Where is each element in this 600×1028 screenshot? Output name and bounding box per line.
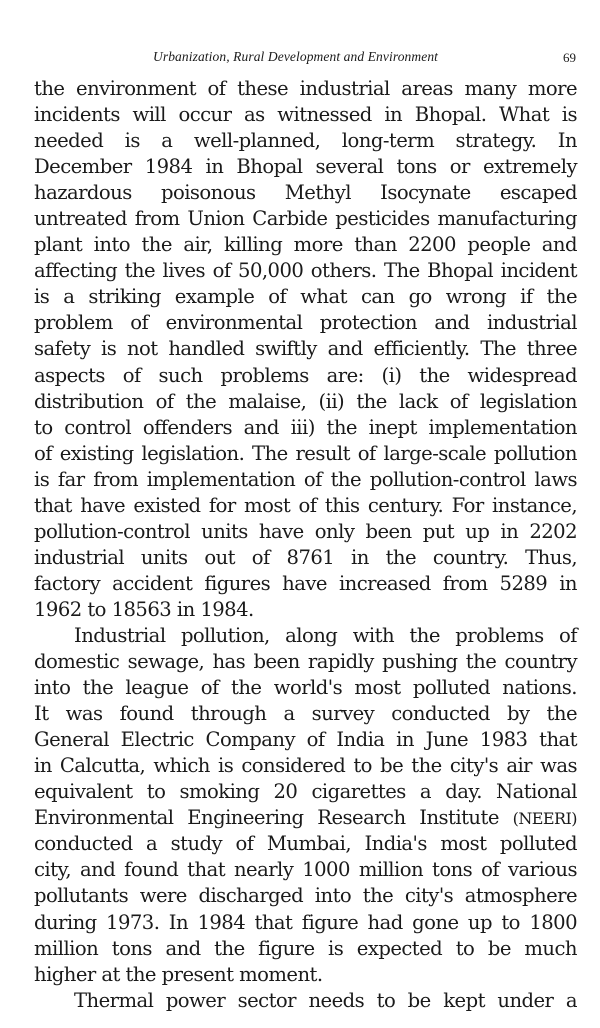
text-line: in Calcutta, which is considered to be the city's air was	[34, 754, 577, 778]
text-line: factory accident figures have increased from 5289 in	[34, 571, 577, 595]
text-line: is far from implementation of the pollution-control laws	[34, 467, 577, 491]
text-line: pollution-control units have only been put up in 2202	[34, 519, 577, 543]
text-line: million tons and the figure is expected to be much	[34, 936, 577, 960]
running-title: Urbanization, Rural Development and Environment	[153, 49, 439, 64]
text-segment: Environmental Engineering Research Institute	[34, 806, 499, 830]
text-line: It was found through a survey conducted by the	[34, 702, 577, 726]
text-line: distribution of the malaise, (ii) the lack of legislation	[34, 389, 577, 413]
text-line: untreated from Union Carbide pesticides manufacturing	[34, 207, 577, 231]
text-line: aspects of such problems are: (i) the widespread	[34, 363, 577, 387]
text-line: plant into the air, killing more than 2200 people and	[34, 233, 577, 257]
text-line: domestic sewage, has been rapidly pushing the country	[34, 650, 577, 674]
text-line: 1962 to 18563 in 1984.	[34, 597, 254, 621]
text-line: is a striking example of what can go wrong if the	[34, 285, 577, 309]
text-line: city, and found that nearly 1000 million tons of various	[34, 858, 577, 882]
text-line: needed is a well-planned, long-term strategy. In	[34, 129, 577, 153]
text-line: Thermal power sector needs to be kept under a	[74, 988, 577, 1012]
acronym-neeri: (NEERI)	[512, 809, 577, 829]
paragraph-3	[34, 988, 577, 1014]
text-line: affecting the lives of 50,000 others. The Bhopal incident	[34, 259, 577, 283]
text-line: conducted a study of Mumbai, India's most polluted	[34, 832, 577, 856]
text-line: of existing legislation. The result of large-scale pollution	[34, 441, 577, 465]
running-header	[0, 49, 600, 69]
text-line: during 1973. In 1984 that figure had gone up to 1800	[34, 910, 577, 934]
page-number: 69	[563, 50, 576, 65]
text-line: equivalent to smoking 20 cigarettes a day. National	[34, 780, 577, 804]
paragraph-2	[34, 623, 577, 988]
text-line: hazardous poisonous Methyl Isocynate escaped	[34, 181, 577, 205]
text-line: higher at the present moment.	[34, 962, 323, 986]
text-line: to control offenders and iii) the inept implementation	[34, 415, 577, 439]
text-line-with-acronym	[34, 805, 577, 831]
text-line: safety is not handled swiftly and efficiently. The three	[34, 337, 577, 361]
text-line: the environment of these industrial areas many more	[34, 77, 577, 100]
text-line: problem of environmental protection and industrial	[34, 311, 577, 335]
paragraph-1	[34, 76, 577, 623]
text-line: incidents will occur as witnessed in Bhopal. What is	[34, 103, 577, 127]
text-line: Industrial pollution, along with the problems of	[74, 623, 577, 647]
text-line: General Electric Company of India in June 1983 that	[34, 728, 577, 752]
text-line: that have existed for most of this century. For instance,	[34, 493, 577, 517]
text-line: into the league of the world's most polluted nations.	[34, 676, 577, 700]
text-line: industrial units out of 8761 in the country. Thus,	[34, 545, 577, 569]
text-line: December 1984 in Bhopal several tons or extremely	[34, 155, 577, 179]
body-text	[34, 76, 577, 1014]
text-line: pollutants were discharged into the city's atmosphere	[34, 884, 577, 908]
